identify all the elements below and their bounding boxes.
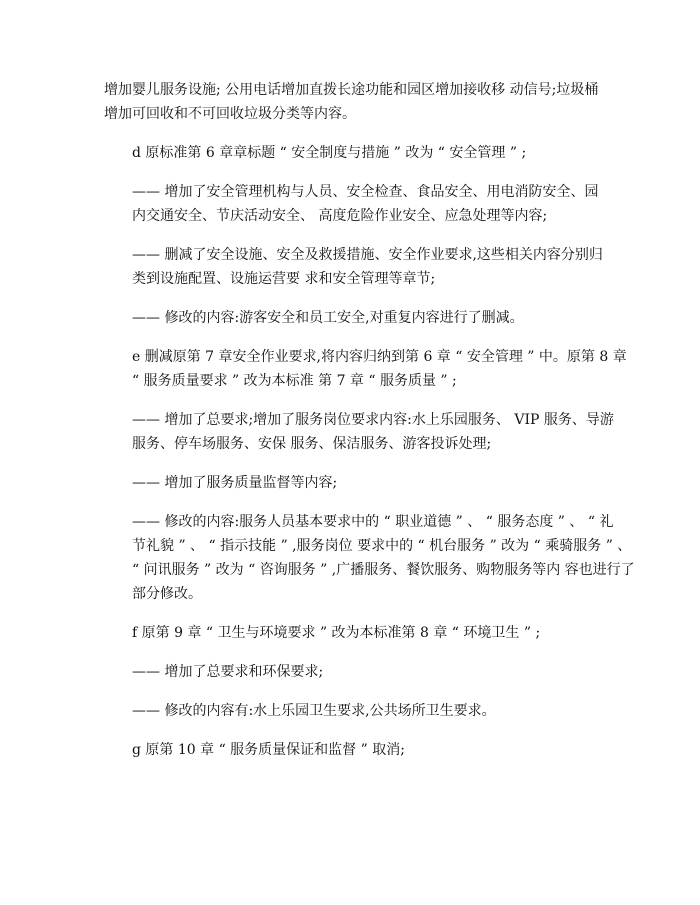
paragraph <box>104 180 604 228</box>
text-line: 服务、停车场服务、安保 服务、保洁服务、游客投诉处理; <box>132 436 492 452</box>
text-line: —— 增加了总要求;增加了服务岗位要求内容:水上乐园服务、 VIP 服务、导游 <box>132 412 614 428</box>
text-line: —— 增加了安全管理机构与人员、安全检查、食品安全、用电消防安全、园 <box>132 184 599 200</box>
paragraph <box>104 471 604 495</box>
text-line: 节礼貌 ” 、 “ 指示技能 ” ,服务岗位 要求中的 “ 机台服务 ” 改为 “ 乘骑服务 ” 、 <box>132 538 632 554</box>
text-line: 类到设施配置、设施运营要 求和安全管理等章节; <box>132 271 436 287</box>
paragraph <box>104 141 604 165</box>
paragraph <box>104 510 635 606</box>
paragraph <box>104 621 604 645</box>
paragraph <box>104 243 604 291</box>
paragraph <box>104 78 604 126</box>
text-line: 增加婴儿服务设施; 公用电话增加直拨长途功能和园区增加接收移 动信号;垃圾桶 <box>104 82 599 98</box>
text-line: d 原标准第 6 章章标题 “ 安全制度与措施 ” 改为 “ 安全管理 ” ; <box>132 145 527 161</box>
text-line: 内交通安全、节庆活动安全、 高度危险作业安全、应急处理等内容; <box>132 208 548 224</box>
text-line: —— 修改的内容:服务人员基本要求中的 “ 职业道德 ” 、 “ 服务态度 ” 、 “ 礼 <box>132 514 614 530</box>
text-line: 部分修改。 <box>132 586 202 602</box>
text-line: e 删减原第 7 章安全作业要求,将内容归纳到第 6 章 “ 安全管理 ” 中。原第 8 章 <box>132 349 627 365</box>
text-line: f 原第 9 章 “ 卫生与环境要求 ” 改为本标准第 8 章 “ 环境卫生 ” ; <box>132 625 541 641</box>
text-line: —— 增加了服务质量监督等内容; <box>132 475 338 491</box>
text-line: —— 增加了总要求和环保要求; <box>132 664 324 680</box>
text-line: —— 删减了安全设施、安全及救援措施、安全作业要求,这些相关内容分别归 <box>132 247 603 263</box>
paragraph <box>104 738 604 762</box>
text-line: g 原第 10 章 “ 服务质量保证和监督 ” 取消; <box>132 742 405 758</box>
text-line: 增加可回收和不可回收垃圾分类等内容。 <box>104 106 356 122</box>
text-line: —— 修改的内容:游客安全和员工安全,对重复内容进行了删减。 <box>132 310 524 326</box>
text-line: “ 问讯服务 ” 改为 “ 咨询服务 ” ,广播服务、餐饮服务、购物服务等内 容也进行了 <box>132 562 635 578</box>
paragraph <box>104 408 614 456</box>
text-line: —— 修改的内容有:水上乐园卫生要求,公共场所卫生要求。 <box>132 703 496 719</box>
text-line: “ 服务质量要求 ” 改为本标准 第 7 章 “ 服务质量 ” ; <box>132 373 457 389</box>
paragraph <box>104 660 604 684</box>
document-body <box>104 78 635 777</box>
paragraph <box>104 699 604 723</box>
paragraph <box>104 345 627 393</box>
paragraph <box>104 306 604 330</box>
